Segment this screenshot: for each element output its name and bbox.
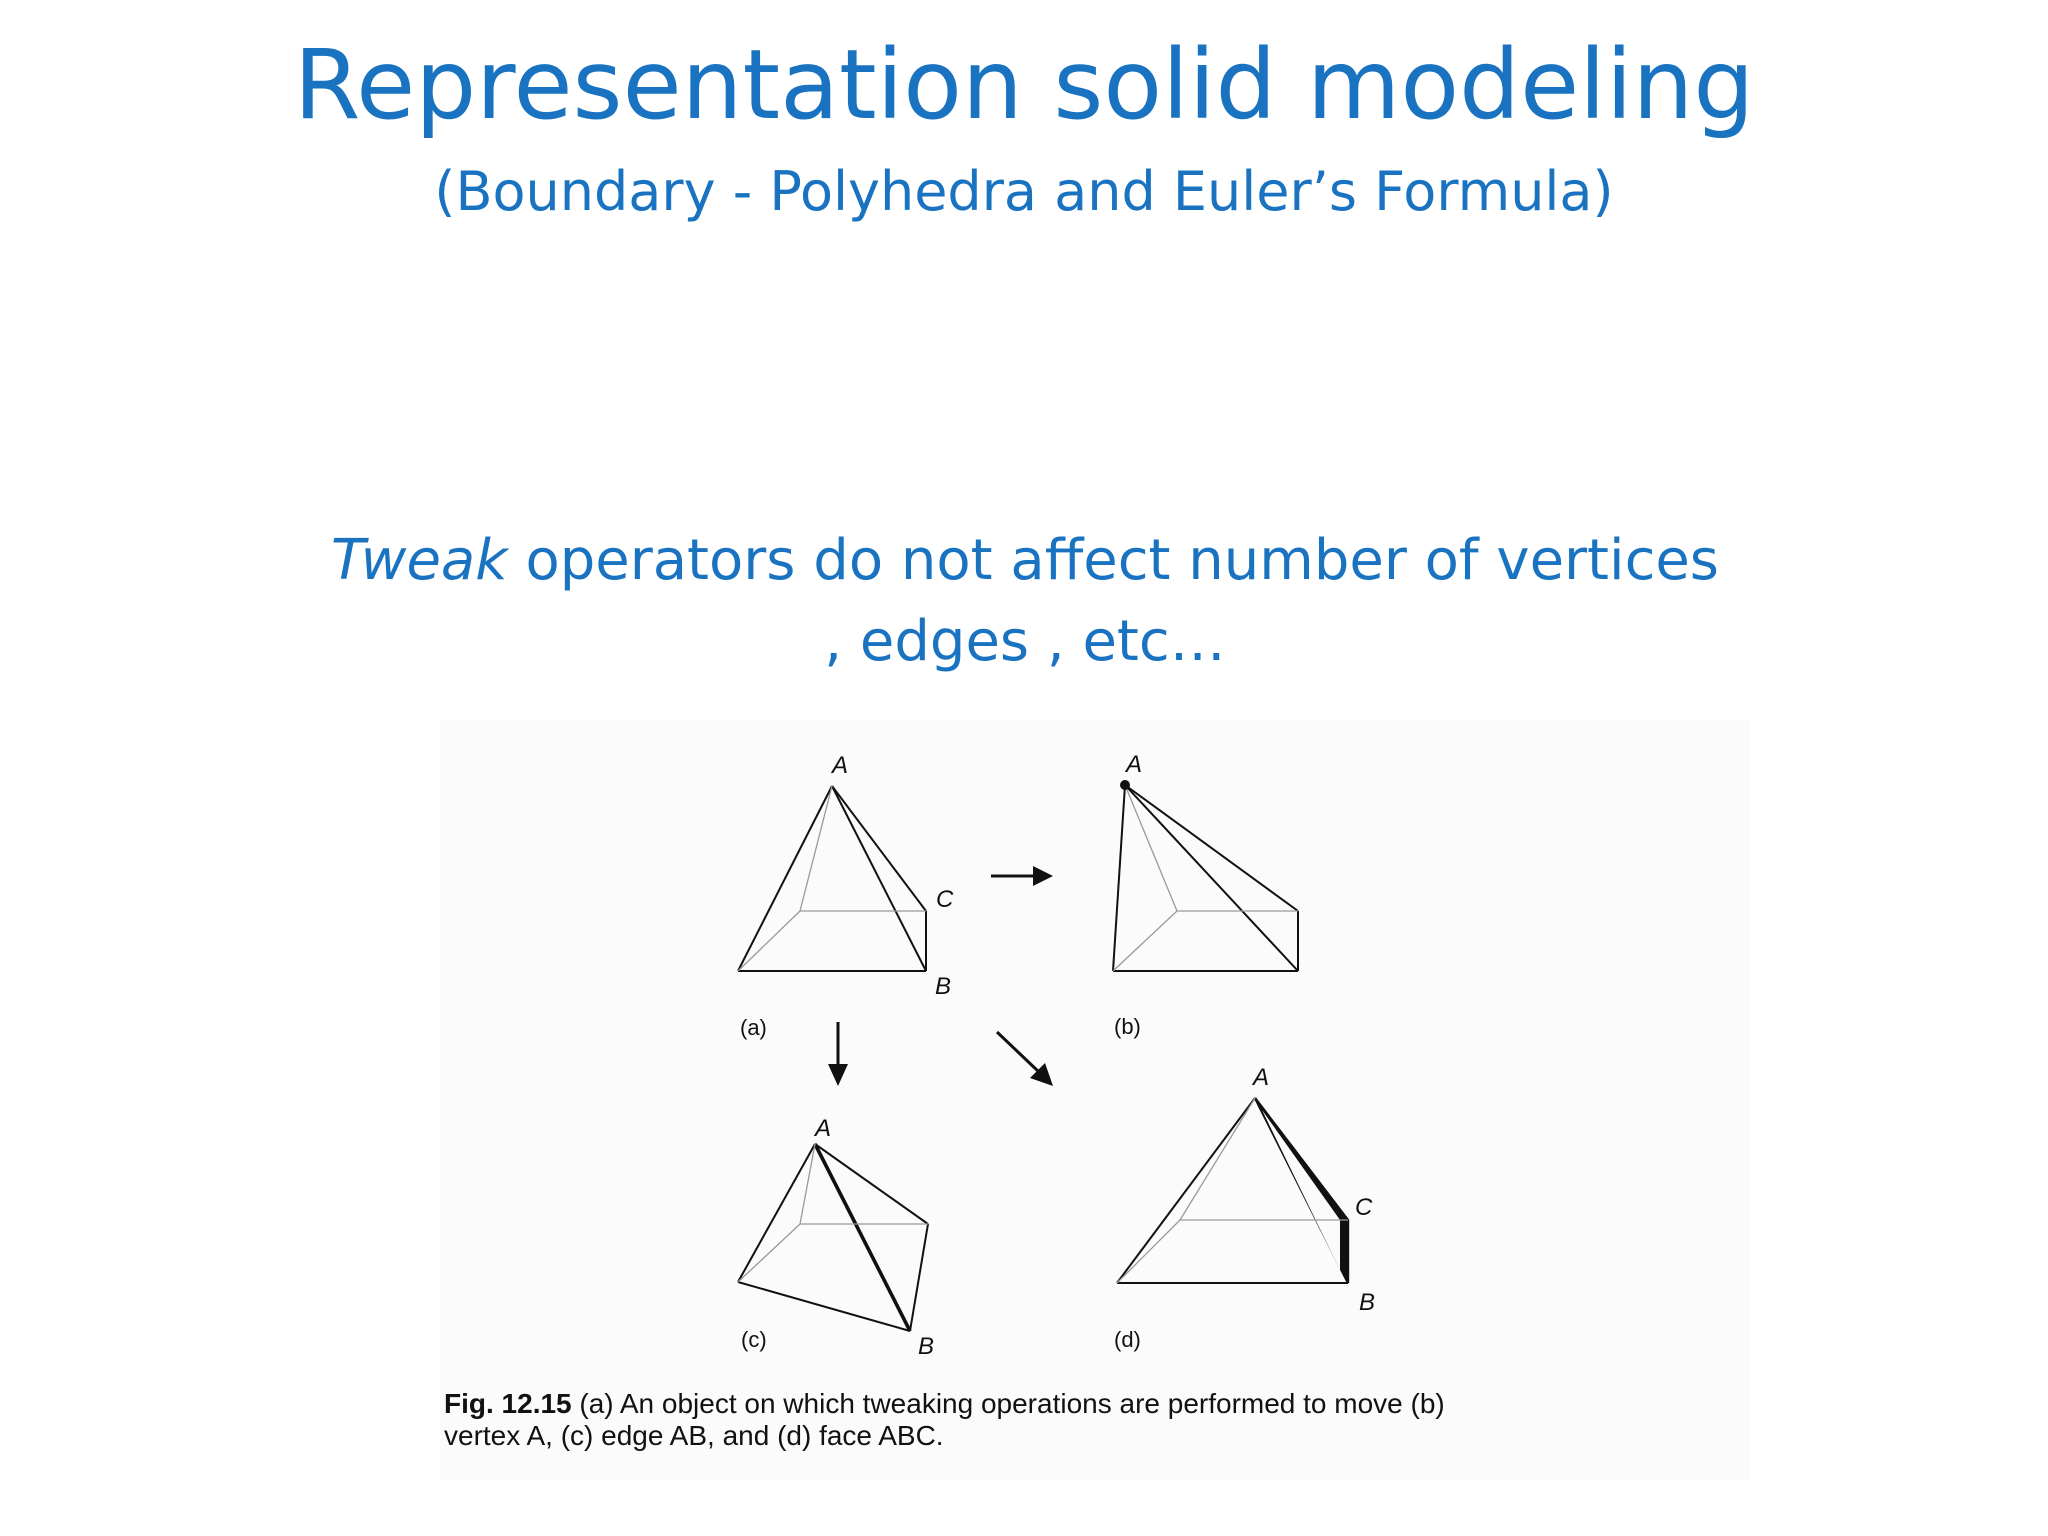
slide-subtitle: (Boundary - Polyhedra and Euler’s Formula) (434, 160, 1614, 223)
label-a-vertex-B: B (935, 973, 952, 1000)
slide-title: Representation solid modeling (293, 29, 1755, 141)
figure-c-pyramid (738, 1144, 928, 1331)
label-a: (a) (740, 1015, 767, 1040)
label-b-vertex-A: A (1126, 751, 1143, 778)
caption-line2: vertex A, (c) edge AB, and (d) face ABC. (444, 1420, 944, 1452)
label-c-vertex-A: A (815, 1115, 832, 1142)
label-c-vertex-B: B (918, 1333, 935, 1360)
label-d: (d) (1114, 1327, 1141, 1352)
caption-fig-number: Fig. 12.15 (444, 1388, 572, 1419)
body-line2: , edges , etc… (824, 609, 1226, 675)
body-emphasis: Tweak (331, 528, 508, 593)
label-c: (c) (741, 1327, 767, 1352)
figure-d-pyramid (1117, 1098, 1348, 1283)
figure-a-pyramid (738, 786, 926, 971)
arrow-down (828, 1022, 848, 1086)
label-d-vertex-B: B (1359, 1289, 1376, 1316)
label-d-vertex-A: A (1253, 1064, 1270, 1091)
caption-line1: (a) An object on which tweaking operations are performed to move (b) (571, 1388, 1445, 1419)
label-b: (b) (1114, 1014, 1141, 1039)
label-a-vertex-A: A (832, 752, 849, 779)
label-a-vertex-C: C (936, 886, 954, 913)
figure-caption (444, 1388, 1704, 1452)
body-line1: operators do not affect number of vertices (507, 528, 1719, 593)
figure-b-pyramid (1113, 785, 1298, 971)
label-d-vertex-C: C (1355, 1194, 1373, 1221)
arrow-diagonal (997, 1032, 1053, 1086)
arrow-right (991, 866, 1053, 886)
vertex-a-dot (1120, 780, 1130, 790)
